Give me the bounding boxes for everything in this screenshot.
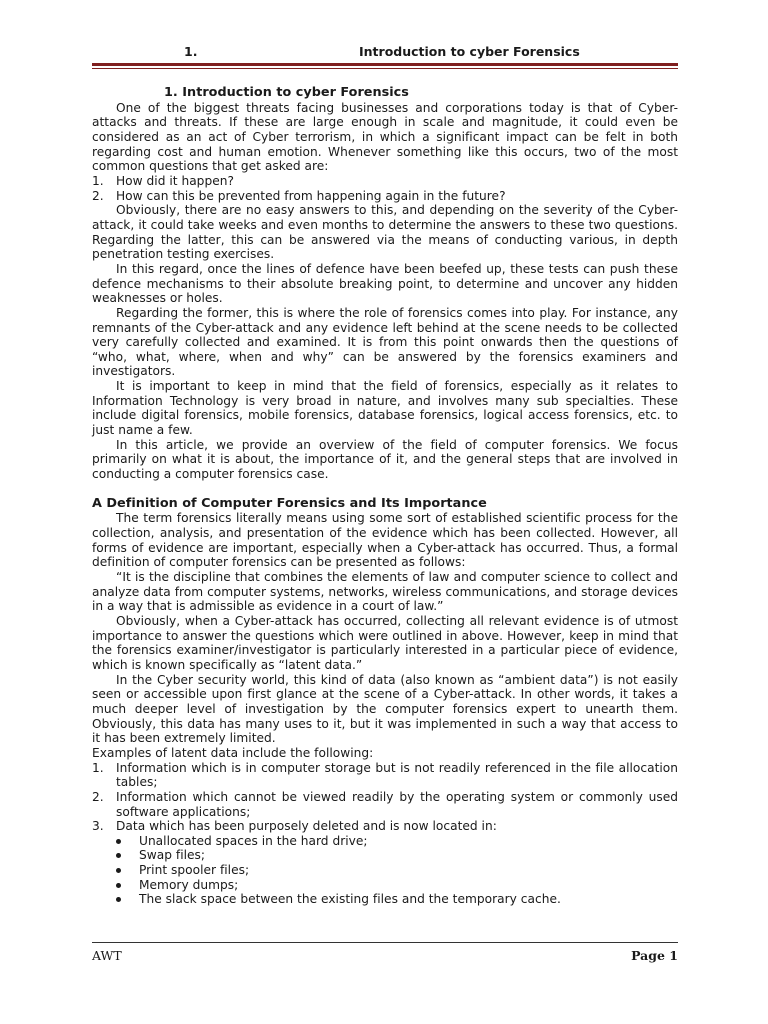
questions-list: [92, 174, 678, 203]
bullet-icon: [116, 883, 121, 888]
deleted-data-locations-list: [92, 834, 678, 907]
document-body: [92, 86, 678, 907]
footer-label: AWT: [92, 948, 122, 963]
definition-quote: “It is the discipline that combines the elements of law and computer science to collect and analyze data from computer systems, networks, wireless communications, and storage devices in a way that is admissible as evidence in a court of law.”: [92, 570, 678, 614]
paragraph: Regarding the former, this is where the role of forensics comes into play. For instance, any remnants of the Cyber-attack and any evidence left behind at the scene needs to be collected very carefully collected and examined. It is from this point onwards then the questions of “who, what, where, when and why” can be answered by the forensics examiners and investigators.: [92, 305, 678, 379]
list-item: [92, 174, 678, 189]
list-item-text: Information which cannot be viewed readily by the operating system or commonly used software applications;: [116, 789, 678, 819]
bullet-item: [92, 848, 678, 863]
bullet-item-text: Print spooler files;: [139, 863, 250, 878]
paragraph: In this article, we provide an overview of the field of computer forensics. We focus primarily on what it is about, the importance of it, and the general steps that are involved in conducting a computer forensics case.: [92, 437, 678, 482]
list-item: [92, 761, 678, 790]
bullet-item: [92, 834, 678, 849]
section-heading-introduction: 1. Introduction to cyber Forensics: [164, 85, 409, 100]
bullet-item: [92, 863, 678, 878]
bullet-item: [92, 892, 678, 907]
list-item-text: How can this be prevented from happening again in the future?: [116, 188, 506, 203]
latent-data-examples-list: [92, 761, 678, 834]
page-number: Page 1: [631, 948, 678, 963]
bullet-icon: [116, 839, 121, 844]
bullet-icon: [116, 868, 121, 873]
section-heading-definition: A Definition of Computer Forensics and Its Importance: [92, 495, 487, 511]
paragraph: It is important to keep in mind that the field of forensics, especially as it relates to Information Technology is very broad in nature, and involves many sub specialties. These include digital forensics, mobile forensics, database forensics, logical access forensics, etc. to just name a few.: [92, 379, 678, 438]
list-item: [92, 189, 678, 204]
header-divider-thin: [92, 68, 678, 69]
list-item-text: Information which is in computer storage but is not readily referenced in the file allocation tables;: [116, 760, 678, 790]
bullet-icon: [116, 853, 121, 858]
list-number: 3.: [92, 819, 104, 834]
page-footer: [92, 946, 678, 966]
header-chapter-number: 1.: [184, 44, 198, 59]
header-chapter-title: Introduction to cyber Forensics: [359, 44, 580, 59]
paragraph: Obviously, there are no easy answers to this, and depending on the severity of the Cyber-attack, it could take weeks and even months to determine the answers to these two questions. Regarding the latter, this can be answered via the means of conducting various, in depth penetration testing exercises.: [92, 203, 678, 262]
list-number: 2.: [92, 188, 104, 203]
list-item-text: Data which has been purposely deleted and is now located in:: [116, 819, 497, 834]
list-number: 1.: [92, 173, 104, 188]
paragraph: Examples of latent data include the following:: [92, 745, 374, 760]
bullet-item-text: The slack space between the existing files and the temporary cache.: [139, 892, 561, 907]
paragraph: Obviously, when a Cyber-attack has occurred, collecting all relevant evidence is of utmost importance to answer the questions which were outlined in above. However, keep in mind that the forensics examiner/investigator is particularly interested in a particular piece of evidence, which is known specifically as “latent data.”: [92, 613, 678, 672]
paragraph: One of the biggest threats facing businesses and corporations today is that of Cyber-attacks and threats. If these are large enough in scale and magnitude, it could even be considered as an act of Cyber terrorism, in which a significant impact can be felt in both regarding cost and human emotion. Whenever something like this occurs, two of the most common questions that get asked are:: [92, 100, 678, 174]
paragraph: In the Cyber security world, this kind of data (also known as “ambient data”) is not easily seen or accessible upon first glance at the scene of a Cyber-attack. In other words, it takes a much deeper level of investigation by the computer forensics expert to unearth them. Obviously, this data has many uses to it, but it was implemented in such a way that access to it has been extremely limited.: [92, 672, 678, 746]
footer-divider: [92, 942, 678, 943]
page-header: [92, 43, 678, 61]
bullet-item-text: Memory dumps;: [139, 877, 239, 892]
list-item: [92, 819, 678, 834]
paragraph: The term forensics literally means using some sort of established scientific process for the collection, analysis, and presentation of the evidence which has been collected. However, all forms of evidence are important, especially when a Cyber-attack has occurred. Thus, a formal definition of computer forensics can be presented as follows:: [92, 511, 678, 570]
list-item: [92, 790, 678, 819]
header-divider-thick: [92, 63, 678, 66]
bullet-icon: [116, 897, 121, 902]
paragraph: In this regard, once the lines of defence have been beefed up, these tests can push these defence mechanisms to their absolute breaking point, to determine and uncover any hidden weaknesses or holes.: [92, 261, 678, 306]
list-number: 2.: [92, 789, 104, 804]
bullet-item-text: Swap files;: [139, 848, 206, 863]
bullet-item: [92, 878, 678, 893]
list-number: 1.: [92, 760, 104, 775]
list-item-text: How did it happen?: [116, 173, 234, 188]
bullet-item-text: Unallocated spaces in the hard drive;: [139, 833, 368, 848]
